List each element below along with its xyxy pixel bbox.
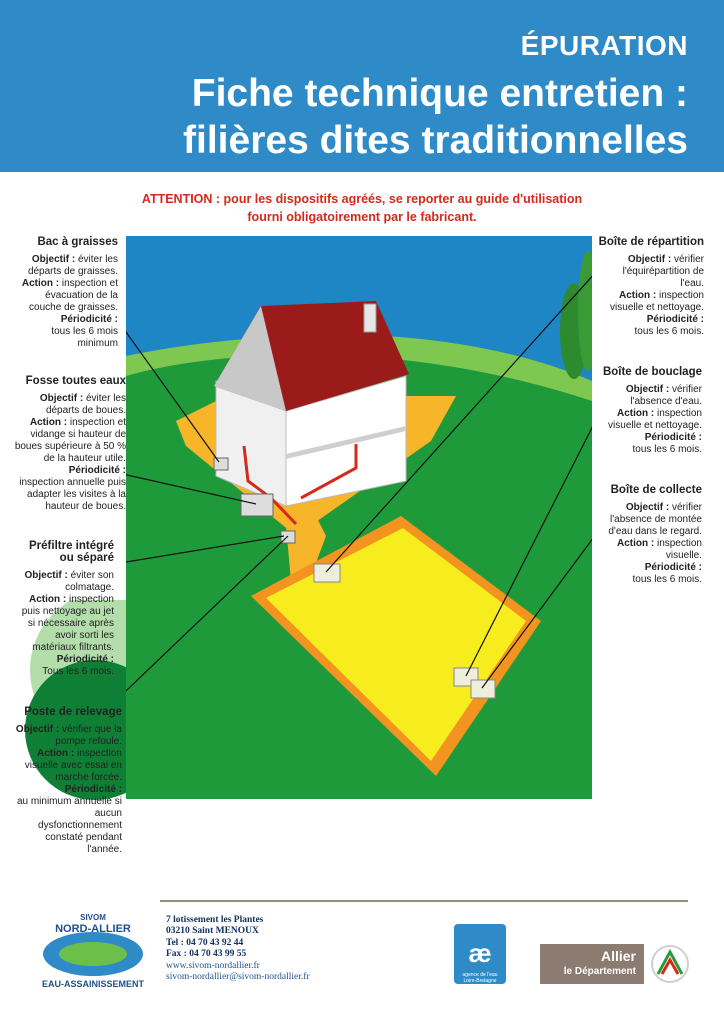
note-title: Boîte de répartition [598,236,704,248]
septic-tank [241,494,273,516]
note-prefiltre: Préfiltre intégré ou séparé Objectif : éviter son colmatage. Action : inspection puis nettoyage au jet si nécessaire après avoir sorti les matériaux filtrants. Périodicité : Tous les 6 mois. [14,540,114,678]
collection-box [471,680,495,698]
note-poste-de-relevage: Poste de relevage Objectif : vérifier que la pompe refoule. Action : inspection visuelle avec essai en marche forcée. Périodicité : au minimum annuelle si aucun dysfonctionnement constaté pendant l'année. [15,706,122,855]
email-link[interactable]: sivom-nordallier@sivom-nordallier.fr [166,972,310,983]
note-title: Poste de relevage [24,706,122,718]
allier-emblem-icon [648,944,692,984]
title-line-2: filières dites traditionnelles [183,119,688,162]
note-title: Préfiltre intégré ou séparé [29,540,114,564]
attention-notice [100,190,624,226]
septic-system-illustration [126,236,592,799]
allier-departement-logo [540,944,692,984]
sivom-logo-line2: NORD-ALLIER [55,923,131,935]
section-kicker: ÉPURATION [520,30,688,61]
agence-logo-mark: æ [468,938,492,968]
note-bac-a-graisses: Bac à graisses Objectif : éviter les départs de graisses. Action : inspection et évacuation de la couche de graisses. Périodicité : tous les 6 mois minimum [14,236,118,350]
attention-line-1: ATTENTION : pour les dispositifs agréés, se reporter au guide d'utilisation [141,192,583,206]
note-boite-de-repartition: Boîte de répartition Objectif : vérifier l'équirépartition de l'eau. Action : inspection visuelle et nettoyage. Périodicité : tous les 6 mois. [598,236,704,337]
website-link[interactable]: www.sivom-nordallier.fr [166,960,260,971]
allier-logo-line2: le Département [563,966,636,977]
attention-line-2: fourni obligatoirement par le fabricant. [247,210,477,224]
sivom-logo-land [59,942,127,966]
note-title: Fosse toutes eaux [25,375,126,387]
address-line-2: 03210 Saint MENOUX [166,926,259,937]
header-banner [0,0,724,172]
chimney [364,304,376,332]
allier-logo-line1: Allier [600,948,636,964]
note-boite-de-collecte: Boîte de collecte Objectif : vérifier l'absence de montée d'eau dans le regard. Action : inspection visuelle. Périodicité : tous les 6 mois. [598,484,702,586]
note-title: Bac à graisses [37,236,118,248]
title-line-1: Fiche technique entretien : [191,72,688,115]
note-title: Boîte de bouclage [602,366,702,378]
address-line-1: 7 lotissement les Plantes [166,915,264,925]
allier-logo-box [540,944,644,984]
sivom-logo [34,910,152,990]
agence-logo-line2: Loire-Bretagne [463,978,497,984]
page-title [28,70,688,164]
agence-eau-logo [440,922,520,1004]
distribution-box [314,564,340,582]
fax: Fax : 04 70 43 99 55 [166,949,247,960]
sivom-logo-line1: SIVOM [80,913,106,922]
note-title: Boîte de collecte [610,484,702,496]
sivom-logo-line3: EAU-ASSAINISSEMENT [41,979,145,989]
contact-block [166,915,366,983]
note-fosse-toutes-eaux: Fosse toutes eaux Objectif : éviter les départs de boues. Action : inspection et vidange si hauteur de boues supérieure à 50 % de la hauteur utile. Périodicité : inspection annuelle puis adapter les visites à la hauteur de boues. [14,375,126,512]
footer-divider [160,900,688,902]
phone: Tel : 04 70 43 92 44 [166,937,244,948]
agence-logo-line1: agence de l'eau [462,972,498,978]
note-boite-de-bouclage: Boîte de bouclage Objectif : vérifier l'absence d'eau. Action : inspection visuelle et nettoyage. Périodicité : tous les 6 mois. [600,366,702,456]
grease-trap [214,458,228,470]
